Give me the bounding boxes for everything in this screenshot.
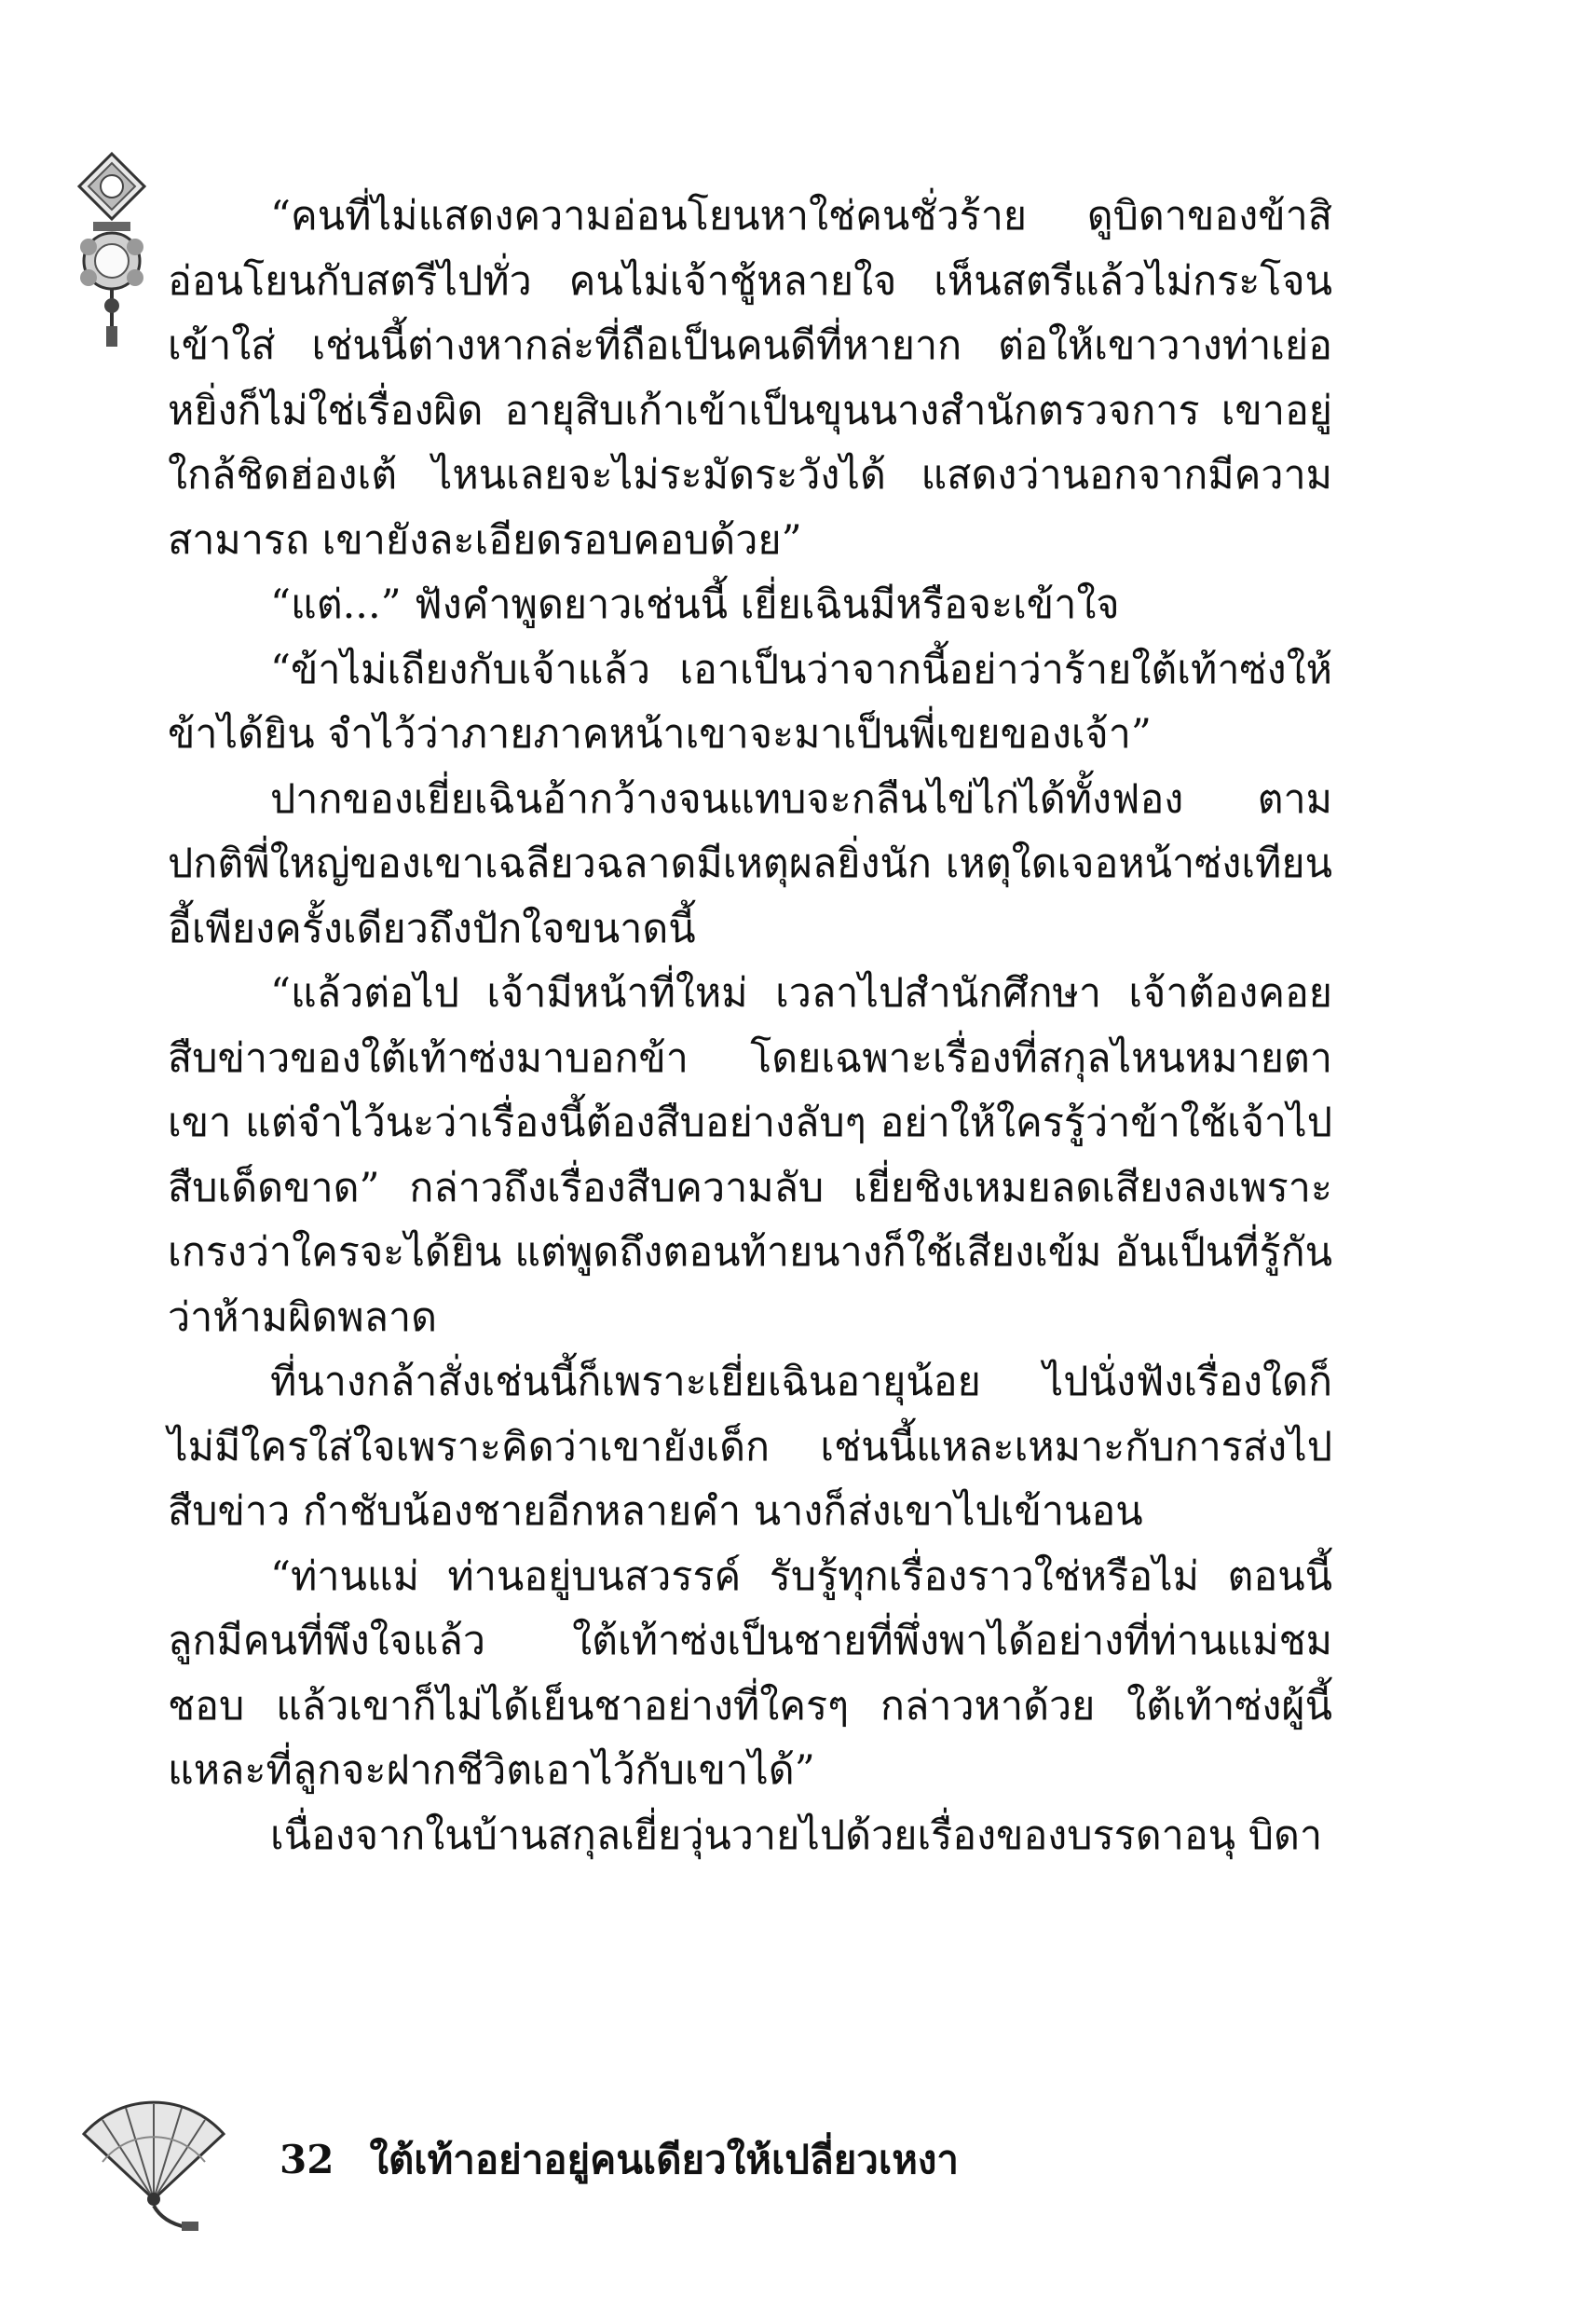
- paragraph: ปากของเยี่ยเฉินอ้ากว้างจนแทบจะกลืนไข่ไก่ได้ทั้งฟอง ตามปกติพี่ใหญ่ของเขาเฉลียวฉลาดมีเหตุผลยิ่งนัก เหตุใดเจอหน้าซ่งเทียนอี้เพียงครั้งเดียวถึงปักใจขนาดนี้: [168, 775, 1332, 952]
- paragraph: เนื่องจากในบ้านสกุลเยี่ยวุ่นวายไปด้วยเรื่องของบรรดาอนุ บิดา: [270, 1812, 1323, 1859]
- paragraph: “แต่...” ฟังคำพูดยาวเช่นนี้ เยี่ยเฉินมีหรือจะเข้าใจ: [270, 581, 1120, 628]
- book-title: ใต้เท้าอย่าอยู่คนเดียวให้เปลี่ยวเหงา: [369, 2137, 960, 2182]
- page-number: 32: [280, 2137, 334, 2182]
- page-footer: [280, 2129, 1211, 2185]
- paragraph: “แล้วต่อไป เจ้ามีหน้าที่ใหม่ เวลาไปสำนักศึกษา เจ้าต้องคอยสืบข่าวของใต้เท้าซ่งมาบอกข้า โดยเฉพาะเรื่องที่สกุลไหนหมายตาเขา แต่จำไว้นะว่าเรื่องนี้ต้องสืบอย่างลับๆ อย่าให้ใครรู้ว่าข้าใช้เจ้าไปสืบเด็ดขาด” กล่าวถึงเรื่องสืบความลับ เยี่ยชิงเหมยลดเสียงลงเพราะเกรงว่าใครจะได้ยิน แต่พูดถึงตอนท้ายนางก็ใช้เสียงเข้ม อันเป็นที่รู้กันว่าห้ามผิดพลาด: [168, 970, 1332, 1341]
- body-text: [168, 185, 1332, 1868]
- paragraph: “ข้าไม่เถียงกับเจ้าแล้ว เอาเป็นว่าจากนี้อย่าว่าร้ายใต้เท้าซ่งให้ข้าได้ยิน จำไว้ว่าภายภาคหน้าเขาจะมาเป็นพี่เขยของเจ้า”: [168, 646, 1332, 758]
- paragraph: “คนที่ไม่แสดงความอ่อนโยนหาใช่คนชั่วร้าย ดูบิดาของข้าสิ อ่อนโยนกับสตรีไปทั่ว คนไม่เจ้าชู้หลายใจ เห็นสตรีแล้วไม่กระโจนเข้าใส่ เช่นนี้ต่างหากล่ะที่ถือเป็นคนดีที่หายาก ต่อให้เขาวางท่าเย่อหยิ่งก็ไม่ใช่เรื่องผิด อายุสิบเก้าเข้าเป็นขุนนางสำนักตรวจการ เขาอยู่ใกล้ชิดฮ่องเต้ ไหนเลยจะไม่ระมัดระวังได้ แสดงว่านอกจากมีความสามารถ เขายังละเอียดรอบคอบด้วย”: [168, 193, 1332, 564]
- folding-fan-icon: [75, 2097, 233, 2236]
- decorative-emblem-icon: [65, 149, 158, 354]
- paragraph: “ท่านแม่ ท่านอยู่บนสวรรค์ รับรู้ทุกเรื่องราวใช่หรือไม่ ตอนนี้ลูกมีคนที่พึงใจแล้ว ใต้เท้าซ่งเป็นชายที่พึ่งพาได้อย่างที่ท่านแม่ชมชอบ แล้วเขาก็ไม่ได้เย็นชาอย่างที่ใครๆ กล่าวหาด้วย ใต้เท้าซ่งผู้นี้แหละที่ลูกจะฝากชีวิตเอาไว้กับเขาได้”: [168, 1552, 1332, 1794]
- paragraph: ที่นางกล้าสั่งเช่นนี้ก็เพราะเยี่ยเฉินอายุน้อย ไปนั่งฟังเรื่องใดก็ไม่มีใครใส่ใจเพราะคิดว่าเขายังเด็ก เช่นนี้แหละเหมาะกับการส่งไปสืบข่าว กำชับน้องชายอีกหลายคำ นางก็ส่งเขาไปเข้านอน: [168, 1359, 1332, 1535]
